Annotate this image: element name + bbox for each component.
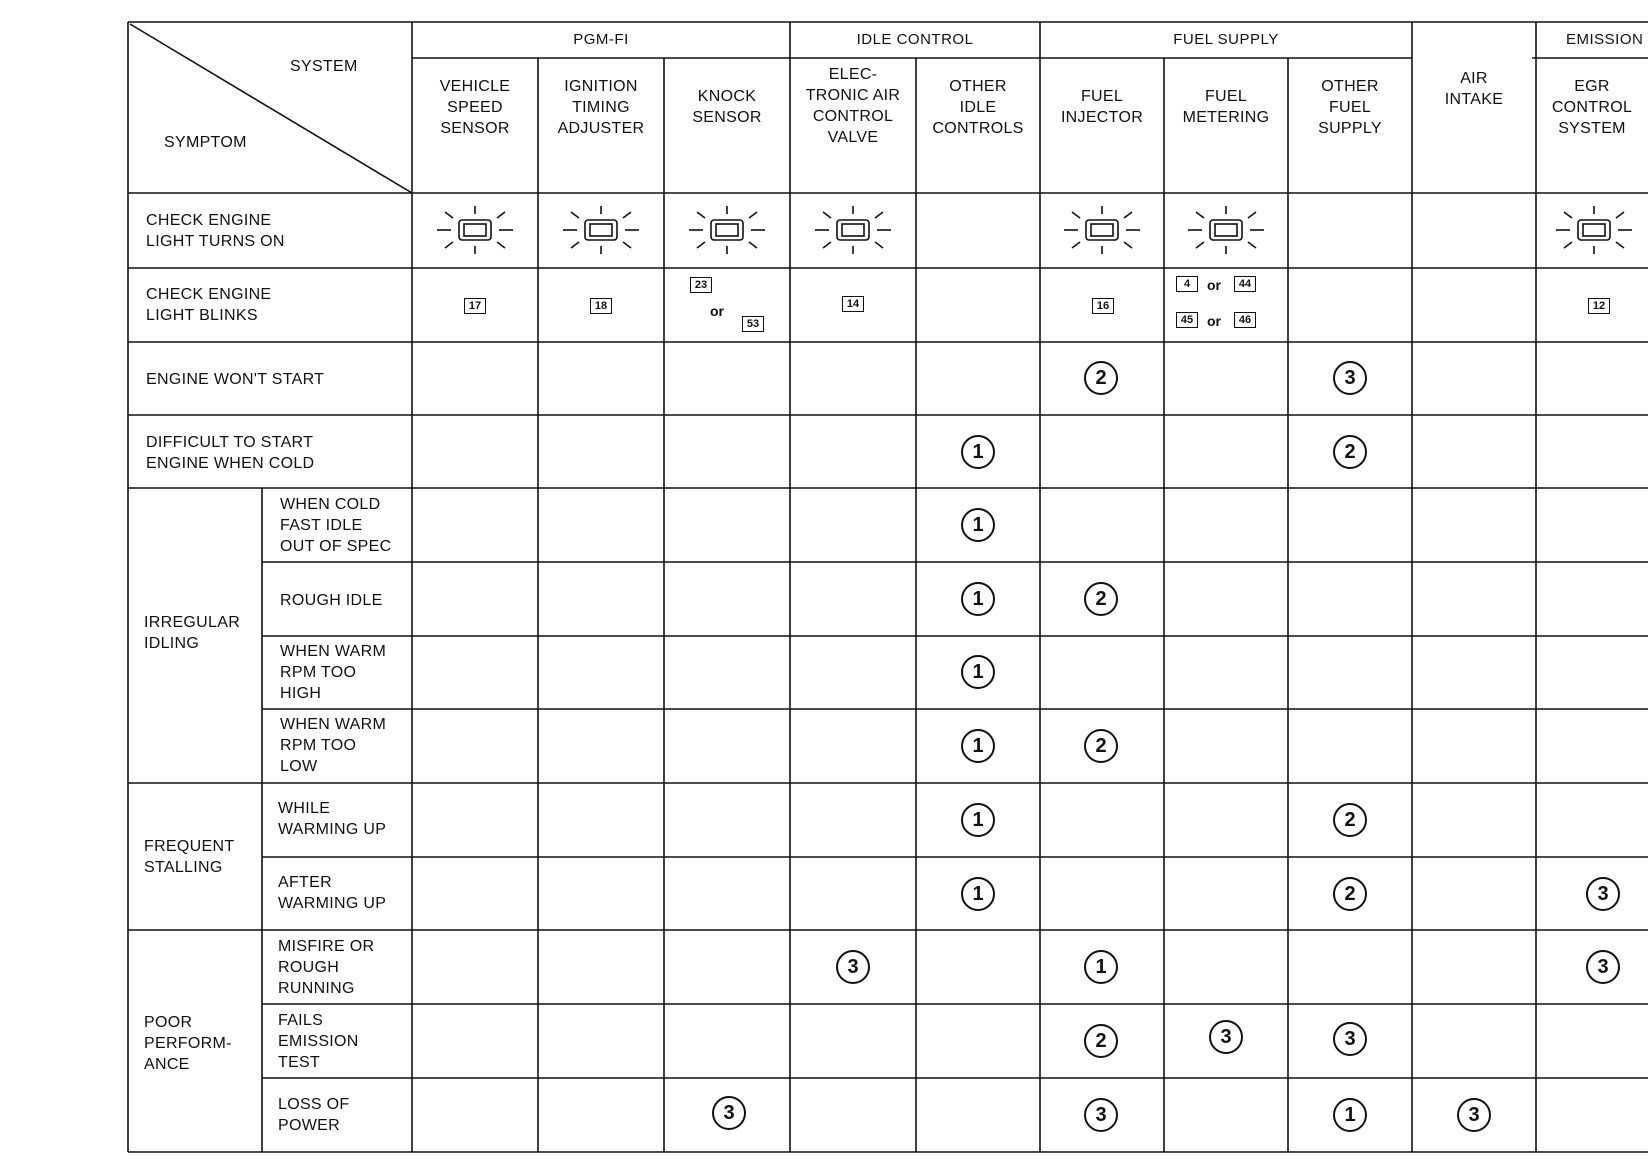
sub-symptom-while-warming: WHILE WARMING UP [278,800,387,838]
sub-symptom-misfire: MISFIRE OR ROUGH RUNNING [278,938,375,997]
check-engine-light-icon [559,204,643,256]
sub-symptom-after-warming: AFTER WARMING UP [278,874,387,912]
check-engine-light-icon [685,204,769,256]
mark-emission-injector: 2 [1084,1024,1118,1058]
group-emission: EMISSION [1566,31,1644,48]
mark-while-warming-other-fuel: 2 [1333,803,1367,837]
mark-loss-knock: 3 [712,1096,746,1130]
sub-symptom-fast-idle: WHEN COLD FAST IDLE OUT OF SPEC [280,496,392,555]
blink-code-injector: 16 [1078,298,1128,314]
mark-loss-air-intake: 3 [1457,1098,1491,1132]
column-vehicle-speed-sensor: VEHICLE SPEED SENSOR [439,78,511,137]
check-engine-light-icon [811,204,895,256]
mark-misfire-injector: 1 [1084,950,1118,984]
sub-symptom-fails-emission: FAILS EMISSION TEST [278,1012,359,1071]
group-fuel-supply: FUEL SUPPLY [1173,31,1279,48]
blink-code-knock-b: 53 [738,316,768,332]
sub-symptom-loss-of-power: LOSS OF POWER [278,1096,350,1134]
mark-emission-metering: 3 [1209,1020,1243,1054]
mark-rough-idle-injector: 2 [1084,582,1118,616]
column-knock-sensor: KNOCK SENSOR [692,88,762,126]
column-electronic-air-control-valve: ELEC- TRONIC AIR CONTROL VALVE [805,66,901,146]
mark-wont-start-injector: 2 [1084,361,1118,395]
corner-symptom-label: SYMPTOM [164,134,247,151]
mark-wont-start-other-fuel: 3 [1333,361,1367,395]
mark-loss-injector: 3 [1084,1098,1118,1132]
sub-symptom-warm-rpm-high: WHEN WARM RPM TOO HIGH [280,643,387,702]
symptom-difficult-cold-start: DIFFICULT TO START ENGINE WHEN COLD [146,434,315,472]
column-other-idle-controls: OTHER IDLE CONTROLS [932,78,1024,137]
check-engine-light-icon [433,204,517,256]
mark-loss-other-fuel: 1 [1333,1098,1367,1132]
blink-code-knock-a: 23 [686,277,716,293]
blink-code-or: or [710,303,724,319]
blink-code-meter-b: 44 [1230,276,1260,292]
symptom-frequent-stalling: FREQUENT STALLING [144,838,235,876]
blink-code-or: or [1207,313,1221,329]
blink-code-eacv: 14 [828,296,878,312]
symptom-check-engine-blinks: CHECK ENGINE LIGHT BLINKS [146,286,272,324]
check-engine-light-icon [1184,204,1268,256]
blink-code-or: or [1207,277,1221,293]
column-other-fuel-supply: OTHER FUEL SUPPLY [1318,78,1382,137]
group-idle-control: IDLE CONTROL [856,31,974,48]
mark-emission-other-fuel: 3 [1333,1022,1367,1056]
mark-cold-start-other-fuel: 2 [1333,435,1367,469]
check-engine-light-icon [1060,204,1144,256]
mark-warm-high-other-idle: 1 [961,655,995,689]
column-air-intake: AIR INTAKE [1444,70,1504,108]
column-ignition-timing-adjuster: IGNITION TIMING ADJUSTER [557,78,645,137]
mark-after-warming-egr: 3 [1586,877,1620,911]
symptom-check-engine-on: CHECK ENGINE LIGHT TURNS ON [146,212,285,250]
blink-code-meter-d: 46 [1230,312,1260,328]
blink-code-ignition: 18 [576,298,626,314]
sub-symptom-warm-rpm-low: WHEN WARM RPM TOO LOW [280,716,387,775]
group-pgm-fi: PGM-FI [573,31,629,48]
check-engine-light-icon [1552,204,1636,256]
mark-after-warming-other-fuel: 2 [1333,877,1367,911]
mark-warm-low-injector: 2 [1084,729,1118,763]
mark-warm-low-other-idle: 1 [961,729,995,763]
corner-system-label: SYSTEM [290,58,358,75]
mark-misfire-eacv: 3 [836,950,870,984]
mark-while-warming-other-idle: 1 [961,803,995,837]
blink-code-vss: 17 [450,298,500,314]
sub-symptom-rough-idle: ROUGH IDLE [280,592,383,609]
mark-after-warming-other-idle: 1 [961,877,995,911]
blink-code-meter-c: 45 [1172,312,1202,328]
mark-fast-idle-other-idle: 1 [961,508,995,542]
column-egr-control-system: EGR CONTROL SYSTEM [1551,78,1633,137]
mark-rough-idle-other-idle: 1 [961,582,995,616]
column-fuel-injector: FUEL INJECTOR [1060,88,1144,126]
mark-cold-start-other-idle: 1 [961,435,995,469]
mark-misfire-egr: 3 [1586,950,1620,984]
column-fuel-metering: FUEL METERING [1182,88,1270,126]
symptom-poor-performance: POOR PERFORM- ANCE [144,1014,232,1073]
symptom-irregular-idling: IRREGULAR IDLING [144,614,241,652]
symptom-engine-wont-start: ENGINE WON'T START [146,371,325,388]
blink-code-meter-a: 4 [1172,276,1202,292]
blink-code-egr: 12 [1574,298,1624,314]
